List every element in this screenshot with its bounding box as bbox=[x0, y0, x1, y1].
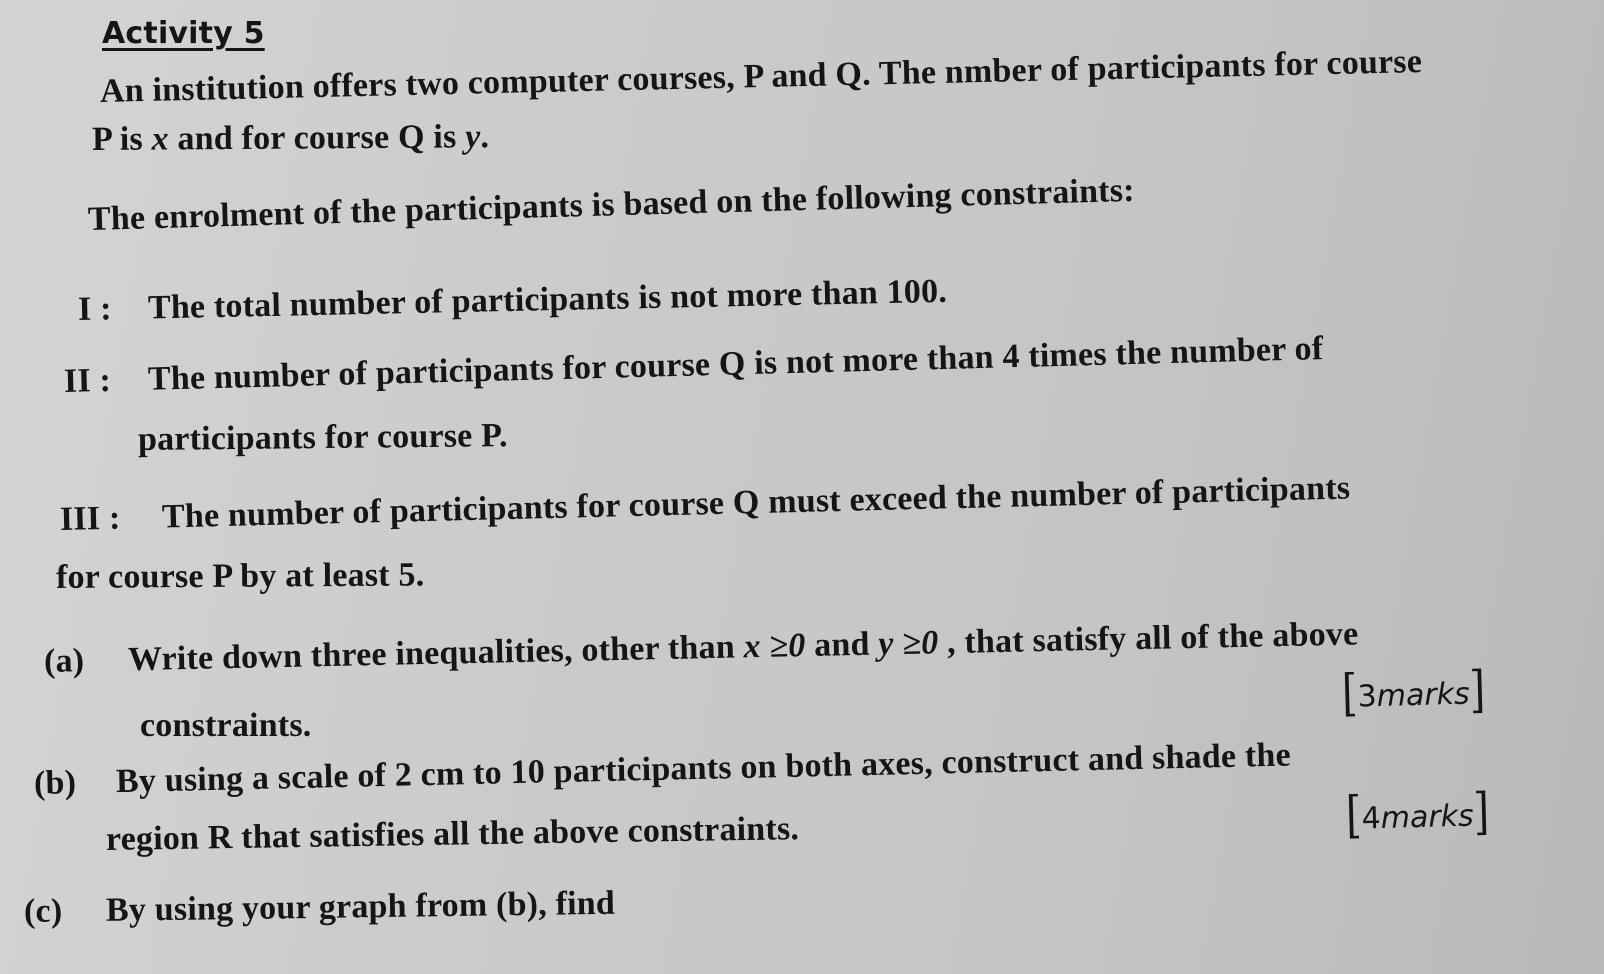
constraint-3 bbox=[60, 468, 1351, 540]
constraint-2-text: The number of participants for course Q is not more than 4 times the number of bbox=[147, 330, 1324, 398]
constraint-1-text: The total number of participants is not more than 100. bbox=[147, 272, 948, 327]
question-a-text-post: , that satisfy all of the above bbox=[937, 615, 1359, 662]
math-x-nonnegative: x ≥0 bbox=[743, 627, 806, 666]
question-a-marks-number: 3 bbox=[1357, 678, 1378, 715]
question-a-text-mid: and bbox=[805, 625, 879, 665]
question-b-marks: [4marks] bbox=[1345, 783, 1490, 845]
math-y-nonnegative: y ≥0 bbox=[877, 624, 939, 663]
constraints-intro: The enrolment of the participants is based on the following constraints: bbox=[87, 171, 1136, 238]
variable-y: y bbox=[464, 118, 481, 156]
question-a bbox=[44, 614, 1359, 682]
question-b-text: By using a scale of 2 cm to 10 participants on both axes, construct and shade the bbox=[115, 736, 1292, 801]
question-c-text: By using your graph from (b), find bbox=[105, 884, 616, 929]
constraint-3-label: III : bbox=[59, 499, 121, 538]
constraint-1 bbox=[78, 272, 948, 330]
intro-line-2 bbox=[92, 117, 489, 160]
question-a-text-pre: Write down three inequalities, other than bbox=[127, 628, 744, 679]
question-b-line-2: region R that satisfies all the above constraints. bbox=[105, 810, 800, 858]
question-c-label: (c) bbox=[23, 892, 63, 930]
question-a-marks: [3marks] bbox=[1341, 661, 1486, 723]
variable-x: x bbox=[151, 120, 169, 158]
intro-line-2-end: . bbox=[480, 118, 490, 156]
constraint-1-label: I : bbox=[77, 290, 113, 328]
constraint-2 bbox=[63, 329, 1323, 402]
question-a-label: (a) bbox=[43, 642, 85, 680]
intro-line-2-mid: and for course Q is bbox=[168, 118, 466, 158]
constraint-2-label: II : bbox=[63, 361, 112, 400]
constraint-3-line-2: for course P by at least 5. bbox=[55, 556, 425, 596]
question-a-marks-word: marks bbox=[1376, 676, 1471, 714]
question-c bbox=[24, 884, 616, 932]
constraint-2-line-2: participants for course P. bbox=[137, 417, 508, 458]
intro-line-2-pre: P is bbox=[91, 120, 152, 158]
question-a-line-2: constraints. bbox=[140, 707, 312, 744]
question-b-marks-word: marks bbox=[1380, 798, 1475, 836]
activity-title: Activity 5 bbox=[102, 16, 265, 51]
question-b-marks-number: 4 bbox=[1361, 800, 1382, 837]
intro-line-1: An institution offers two computer courses, P and Q. The nmber of participants for course bbox=[99, 43, 1423, 110]
question-b-label: (b) bbox=[33, 764, 77, 802]
constraint-3-text: The number of participants for course Q must exceed the number of participants bbox=[161, 469, 1351, 536]
